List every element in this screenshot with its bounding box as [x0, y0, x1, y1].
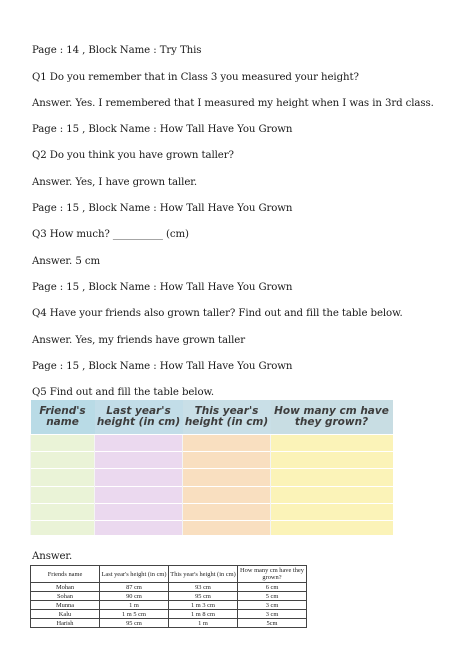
question-5: Q5 Find out and fill the table below.	[32, 387, 215, 398]
answer-4: Answer. Yes, my friends have grown taller	[32, 335, 246, 346]
worksheet-header-this-year: This year's height (in cm)	[183, 400, 271, 435]
last-year-cell: 90 cm	[100, 592, 169, 601]
table-row	[31, 610, 307, 619]
worksheet-empty-row	[31, 486, 393, 503]
answer-5-label: Answer.	[32, 551, 73, 562]
worksheet-table-image	[30, 400, 393, 535]
friend-name-cell: Kalu	[31, 610, 100, 619]
this-year-cell: 93 cm	[169, 583, 238, 592]
page-block-heading: Page : 14 , Block Name : Try This	[32, 45, 202, 56]
grown-cell: 5cm	[238, 619, 307, 628]
grown-cell: 5 cm	[238, 592, 307, 601]
answer-2: Answer. Yes, I have grown taller.	[32, 177, 198, 188]
page-block-heading: Page : 15 , Block Name : How Tall Have You Grown	[32, 203, 293, 214]
worksheet-empty-row	[31, 469, 393, 486]
question-4: Q4 Have your friends also grown taller? Find out and fill the table below.	[32, 308, 403, 319]
worksheet-header-last-year: Last year's height (in cm)	[95, 400, 183, 435]
this-year-cell: 1 m	[169, 619, 238, 628]
question-1: Q1 Do you remember that in Class 3 you measured your height?	[32, 72, 359, 83]
answer-header-row	[31, 566, 307, 583]
worksheet-header-friend-name: Friend's name	[31, 400, 95, 435]
answer-header-last-year: Last year's height (in cm)	[100, 566, 169, 583]
answer-header-this-year: This year's height (in cm)	[169, 566, 238, 583]
page-block-heading: Page : 15 , Block Name : How Tall Have You Grown	[32, 282, 293, 293]
grown-cell: 3 cm	[238, 610, 307, 619]
answer-3: Answer. 5 cm	[32, 256, 101, 267]
answer-header-friends-name: Friends name	[31, 566, 100, 583]
last-year-cell: 1 m 5 cm	[100, 610, 169, 619]
table-row	[31, 601, 307, 610]
answer-table	[30, 565, 307, 628]
friend-name-cell: Sohan	[31, 592, 100, 601]
page-block-heading: Page : 15 , Block Name : How Tall Have You Grown	[32, 361, 293, 372]
worksheet-empty-row	[31, 521, 393, 535]
this-year-cell: 1 m 8 cm	[169, 610, 238, 619]
friend-name-cell: Mohan	[31, 583, 100, 592]
worksheet-header-grown: How many cm have they grown?	[271, 400, 393, 435]
table-row	[31, 619, 307, 628]
question-3: Q3 How much? __________ (cm)	[32, 229, 189, 240]
table-row	[31, 583, 307, 592]
last-year-cell: 87 cm	[100, 583, 169, 592]
this-year-cell: 95 cm	[169, 592, 238, 601]
answer-header-grown: How many cm have they grown?	[238, 566, 307, 583]
worksheet-empty-row	[31, 452, 393, 469]
last-year-cell: 1 m	[100, 601, 169, 610]
friend-name-cell: Munna	[31, 601, 100, 610]
grown-cell: 3 cm	[238, 601, 307, 610]
question-2: Q2 Do you think you have grown taller?	[32, 150, 234, 161]
worksheet-empty-row	[31, 435, 393, 452]
friend-name-cell: Harish	[31, 619, 100, 628]
this-year-cell: 1 m 3 cm	[169, 601, 238, 610]
grown-cell: 6 cm	[238, 583, 307, 592]
worksheet-header-row	[31, 400, 393, 435]
last-year-cell: 95 cm	[100, 619, 169, 628]
table-row	[31, 592, 307, 601]
page-block-heading: Page : 15 , Block Name : How Tall Have You Grown	[32, 124, 293, 135]
answer-1: Answer. Yes. I remembered that I measured my height when I was in 3rd class.	[32, 98, 434, 109]
worksheet-empty-row	[31, 503, 393, 520]
